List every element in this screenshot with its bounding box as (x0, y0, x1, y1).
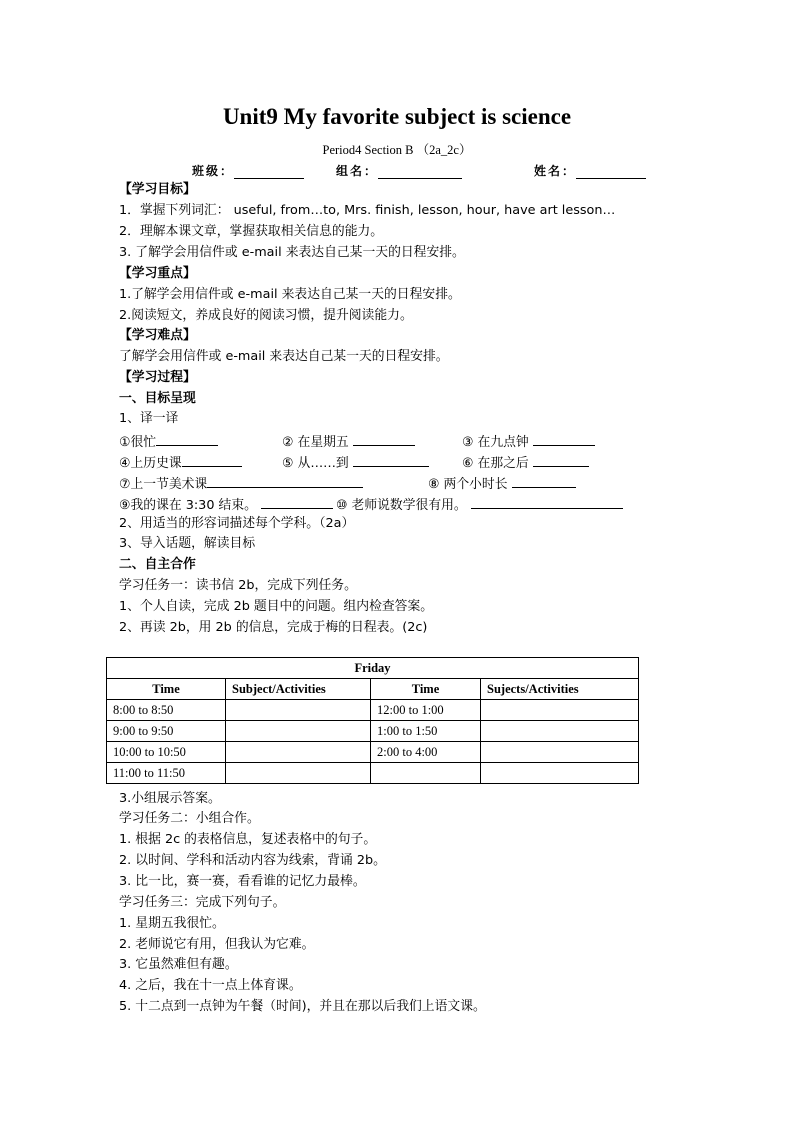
table-row (107, 700, 639, 721)
table-row (107, 721, 639, 742)
task2-item: 3. 比一比，赛一赛，看看谁的记忆力最棒。 (119, 874, 366, 889)
group-label: 组名： (336, 164, 379, 178)
name-label: 姓名： (534, 164, 577, 178)
task2-item: 2. 以时间、学科和活动内容为线索，背诵 2b。 (119, 853, 386, 868)
translate-item-4 (119, 453, 242, 472)
table-row (107, 763, 639, 784)
answer-blank[interactable] (533, 432, 595, 446)
goal-item: 2．理解本课文章，掌握获取相关信息的能力。 (119, 224, 384, 239)
answer-blank[interactable] (353, 432, 415, 446)
answer-blank[interactable] (471, 495, 623, 509)
difficulties-heading: 【学习难点】 (119, 328, 196, 343)
activity-cell[interactable] (226, 721, 371, 742)
schedule-caption: Friday (107, 658, 639, 679)
translate-item-5 (282, 453, 429, 472)
process-heading: 【学习过程】 (119, 370, 196, 385)
translate-item-1 (119, 432, 218, 451)
process-item-3: 3、导入话题，解读目标 (119, 536, 256, 551)
task3-item: 2. 老师说它有用，但我认为它难。 (119, 937, 315, 952)
goal-item: 3. 了解学会用信件或 e-mail 来表达自己某一天的日程安排。 (119, 245, 465, 260)
column-header: Time (107, 679, 226, 700)
class-label: 班级： (192, 164, 235, 178)
translate-prompt: ⑤ 从……到 (282, 456, 349, 471)
column-header: Subject/Activities (226, 679, 371, 700)
answer-blank[interactable] (156, 432, 218, 446)
translate-item-7 (119, 474, 363, 493)
translate-prompt: ⑦上一节美术课 (119, 477, 208, 492)
process-item-2: 2、用适当的形容词描述每个学科。（2a） (119, 516, 355, 531)
table-row (107, 742, 639, 763)
group-field (336, 162, 462, 179)
difficulty-item: 了解学会用信件或 e-mail 来表达自己某一天的日程安排。 (119, 349, 449, 364)
time-cell: 11:00 to 11:50 (107, 763, 226, 784)
time-cell (371, 763, 481, 784)
name-blank[interactable] (576, 164, 646, 179)
translate-heading: 1、译一译 (119, 411, 179, 426)
activity-cell[interactable] (226, 700, 371, 721)
translate-prompt: ①很忙 (119, 435, 157, 450)
translate-item-2 (282, 432, 415, 451)
translate-prompt: ⑨我的课在 3:30 结束。 (119, 498, 257, 513)
column-header: Sujects/Activities (481, 679, 639, 700)
task3-item: 4. 之后，我在十一点上体育课。 (119, 978, 302, 993)
answer-blank[interactable] (353, 453, 429, 467)
time-cell: 8:00 to 8:50 (107, 700, 226, 721)
activity-cell[interactable] (481, 763, 639, 784)
translate-prompt: ⑥ 在那之后 (462, 456, 529, 471)
translate-item-8 (428, 474, 576, 493)
page-subtitle: Period4 Section B （2a_2c） (322, 143, 472, 157)
activity-cell[interactable] (226, 763, 371, 784)
time-cell: 9:00 to 9:50 (107, 721, 226, 742)
translate-item-10 (336, 495, 623, 514)
time-cell: 1:00 to 1:50 (371, 721, 481, 742)
answer-blank[interactable] (261, 495, 333, 509)
key-points-heading: 【学习重点】 (119, 266, 196, 281)
translate-item-6 (462, 453, 589, 472)
friday-schedule-table (106, 657, 639, 784)
activity-cell[interactable] (226, 742, 371, 763)
activity-cell[interactable] (481, 700, 639, 721)
translate-prompt: ③ 在九点钟 (462, 435, 529, 450)
key-point-item: 2.阅读短文，养成良好的阅读习惯，提升阅读能力。 (119, 308, 413, 323)
goals-heading: 【学习目标】 (119, 182, 196, 197)
page-title: Unit9 My favorite subject is science (222, 104, 572, 129)
translate-prompt: ④上历史课 (119, 456, 182, 471)
show-answers-step: 3.小组展示答案。 (119, 791, 221, 806)
translate-item-9 (119, 495, 333, 514)
part2-heading: 二、自主合作 (119, 557, 196, 572)
task1-step: 1、个人自读，完成 2b 题目中的问题。组内检查答案。 (119, 599, 434, 614)
task2-heading: 学习任务二：小组合作。 (119, 811, 260, 826)
name-field (534, 162, 646, 179)
translate-prompt: ⑧ 两个小时长 (428, 477, 508, 492)
task1-step: 2、再读 2b，用 2b 的信息，完成于梅的日程表。(2c) (119, 620, 428, 635)
time-cell: 2:00 to 4:00 (371, 742, 481, 763)
class-field (192, 162, 304, 179)
task3-item: 1. 星期五我很忙。 (119, 916, 225, 931)
key-point-item: 1.了解学会用信件或 e-mail 来表达自己某一天的日程安排。 (119, 287, 461, 302)
time-cell: 12:00 to 1:00 (371, 700, 481, 721)
answer-blank[interactable] (533, 453, 589, 467)
class-blank[interactable] (234, 164, 304, 179)
part1-heading: 一、目标呈现 (119, 391, 196, 406)
task3-heading: 学习任务三：完成下列句子。 (119, 895, 286, 910)
answer-blank[interactable] (182, 453, 242, 467)
goal-item: 1．掌握下列词汇： useful, from…to, Mrs. finish, lesson, hour, have art lesson… (119, 203, 616, 218)
translate-prompt: ⑩ 老师说数学很有用。 (336, 498, 467, 513)
activity-cell[interactable] (481, 742, 639, 763)
time-cell: 10:00 to 10:50 (107, 742, 226, 763)
answer-blank[interactable] (512, 474, 576, 488)
translate-item-3 (462, 432, 595, 451)
column-header: Time (371, 679, 481, 700)
group-blank[interactable] (378, 164, 462, 179)
task3-item: 5. 十二点到一点钟为午餐（时间)，并且在那以后我们上语文课。 (119, 999, 486, 1014)
task1-heading: 学习任务一：读书信 2b，完成下列任务。 (119, 578, 357, 593)
task2-item: 1. 根据 2c 的表格信息，复述表格中的句子。 (119, 832, 377, 847)
task3-item: 3. 它虽然难但有趣。 (119, 957, 238, 972)
schedule-header-row (107, 679, 639, 700)
answer-blank[interactable] (207, 474, 363, 488)
translate-prompt: ② 在星期五 (282, 435, 349, 450)
activity-cell[interactable] (481, 721, 639, 742)
